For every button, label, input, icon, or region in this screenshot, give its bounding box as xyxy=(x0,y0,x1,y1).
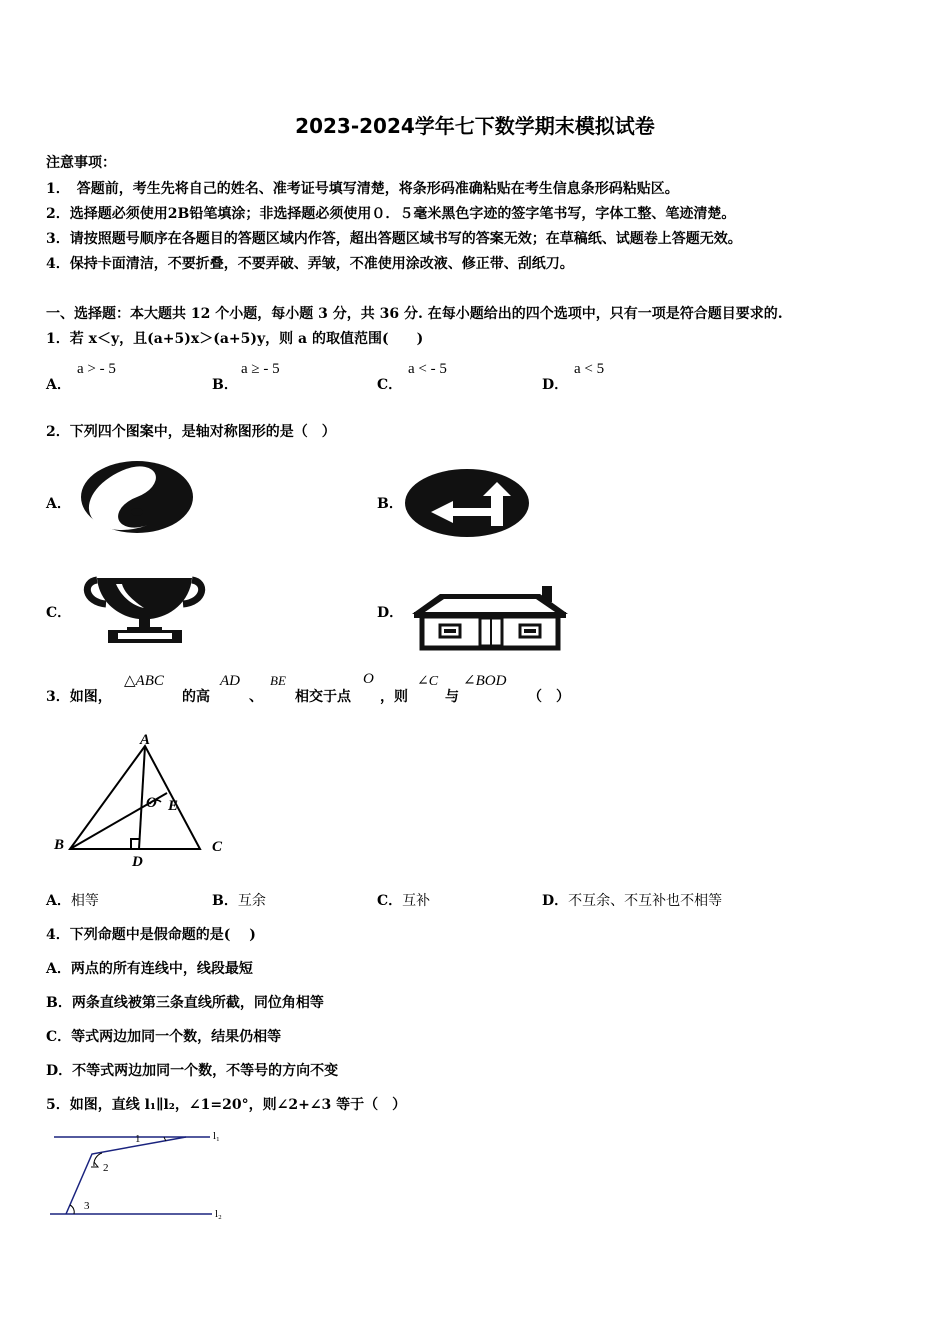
angle-label-1: 1 xyxy=(135,1133,141,1145)
q1-option-a-label: A． xyxy=(46,377,71,393)
q1-option-b-label: B． xyxy=(212,377,238,393)
q3-with: 与 xyxy=(445,689,459,705)
q3-intersect: 相交于点 xyxy=(295,689,351,705)
q1-option-c-text: a < - 5 xyxy=(408,361,447,377)
parallel-lines-figure xyxy=(48,1125,238,1225)
question-2-stem: 2．下列四个图案中，是轴对称图形的是（ ） xyxy=(46,424,336,440)
q3-triangle: △ABC xyxy=(124,673,164,689)
q3-paren: （ ） xyxy=(528,689,570,705)
q3-option-c: C．互补 xyxy=(377,893,431,909)
q3-angle-c: ∠C xyxy=(417,674,439,689)
house-icon xyxy=(410,584,572,650)
q3-prefix: 3．如图， xyxy=(46,689,112,705)
figure-label-d: D xyxy=(132,854,143,870)
figure-label-c: C xyxy=(212,839,223,855)
figure-label-e: E xyxy=(168,798,179,814)
notice-item: 4．保持卡面清洁，不要折叠，不要弄破、弄皱，不准使用涂改液、修正带、刮纸刀。 xyxy=(46,256,574,272)
label-l1: l₁ xyxy=(213,1130,220,1142)
yin-yang-icon xyxy=(80,460,195,535)
figure-label-a: A xyxy=(140,732,151,748)
q2-option-d-label: D． xyxy=(377,605,404,621)
q1-option-b-text: a ≥ - 5 xyxy=(241,361,280,377)
angle-label-2: 2 xyxy=(103,1162,109,1174)
notice-item: 1． 答题前，考生先将自己的姓名、准考证号填写清楚，将条形码准确粘贴在考生信息条形码粘贴区。 xyxy=(46,181,679,197)
section-heading: 一、选择题：本大题共 12 个小题，每小题 3 分，共 36 分. 在每小题给出的四个选项中，只有一项是符合题目要求的. xyxy=(46,306,783,322)
figure-label-o: O xyxy=(146,795,157,811)
q1-option-d-label: D． xyxy=(542,377,569,393)
q3-option-a: A．相等 xyxy=(46,893,99,909)
q2-option-c-label: C． xyxy=(46,605,72,621)
notice-item: 2．选择题必须使用2B铅笔填涂；非选择题必须使用０．５毫米黑色字迹的签字笔书写，字体工整、笔迹清楚。 xyxy=(46,206,736,222)
notice-item: 3．请按照题号顺序在各题目的答题区域内作答，超出答题区域书写的答案无效；在草稿纸、试题卷上答题无效。 xyxy=(46,231,742,247)
figure-label-b: B xyxy=(54,837,65,853)
label-l2: l₂ xyxy=(215,1208,222,1220)
notice-heading: 注意事项： xyxy=(46,155,116,171)
q4-option: C．等式两边加同一个数，结果仍相等 xyxy=(46,1029,282,1045)
q3-of-height: 的高 xyxy=(182,689,210,705)
q1-option-c-label: C． xyxy=(377,377,403,393)
q3-sep: 、 xyxy=(249,689,263,705)
q3-then: ，则 xyxy=(380,689,408,705)
page-title: 2023-2024学年七下数学期末模拟试卷 xyxy=(295,114,655,138)
q4-option: D．不等式两边加同一个数，不等号的方向不变 xyxy=(46,1063,339,1079)
q3-ad: AD xyxy=(220,673,240,689)
triangle-figure xyxy=(50,728,240,876)
q3-angle-bod: ∠BOD xyxy=(463,673,507,689)
q2-option-a-label: A． xyxy=(46,496,71,512)
turn-left-sign-icon xyxy=(405,468,530,538)
q3-option-b: B．互余 xyxy=(212,893,266,909)
q4-option: A．两点的所有连线中，线段最短 xyxy=(46,961,253,977)
question-1-stem: 1．若 x＜y，且(a+5)x＞(a+5)y，则 a 的取值范围( ) xyxy=(46,331,424,347)
q3-option-d: D．不互余、不互补也不相等 xyxy=(542,893,723,909)
angle-label-3: 3 xyxy=(84,1200,90,1212)
q3-be: BE xyxy=(270,673,286,688)
q1-option-a-text: a > - 5 xyxy=(77,361,116,377)
question-4-stem: 4．下列命题中是假命题的是( ) xyxy=(46,927,256,943)
trophy-icon xyxy=(82,572,207,644)
question-5-stem: 5．如图，直线 l₁∥l₂，∠1=20°，则∠2+∠3 等于（ ） xyxy=(46,1097,407,1113)
q2-option-b-label: B． xyxy=(377,496,403,512)
q3-o: O xyxy=(363,671,374,687)
q1-option-d-text: a < 5 xyxy=(574,361,605,377)
q4-option: B．两条直线被第三条直线所截，同位角相等 xyxy=(46,995,324,1011)
